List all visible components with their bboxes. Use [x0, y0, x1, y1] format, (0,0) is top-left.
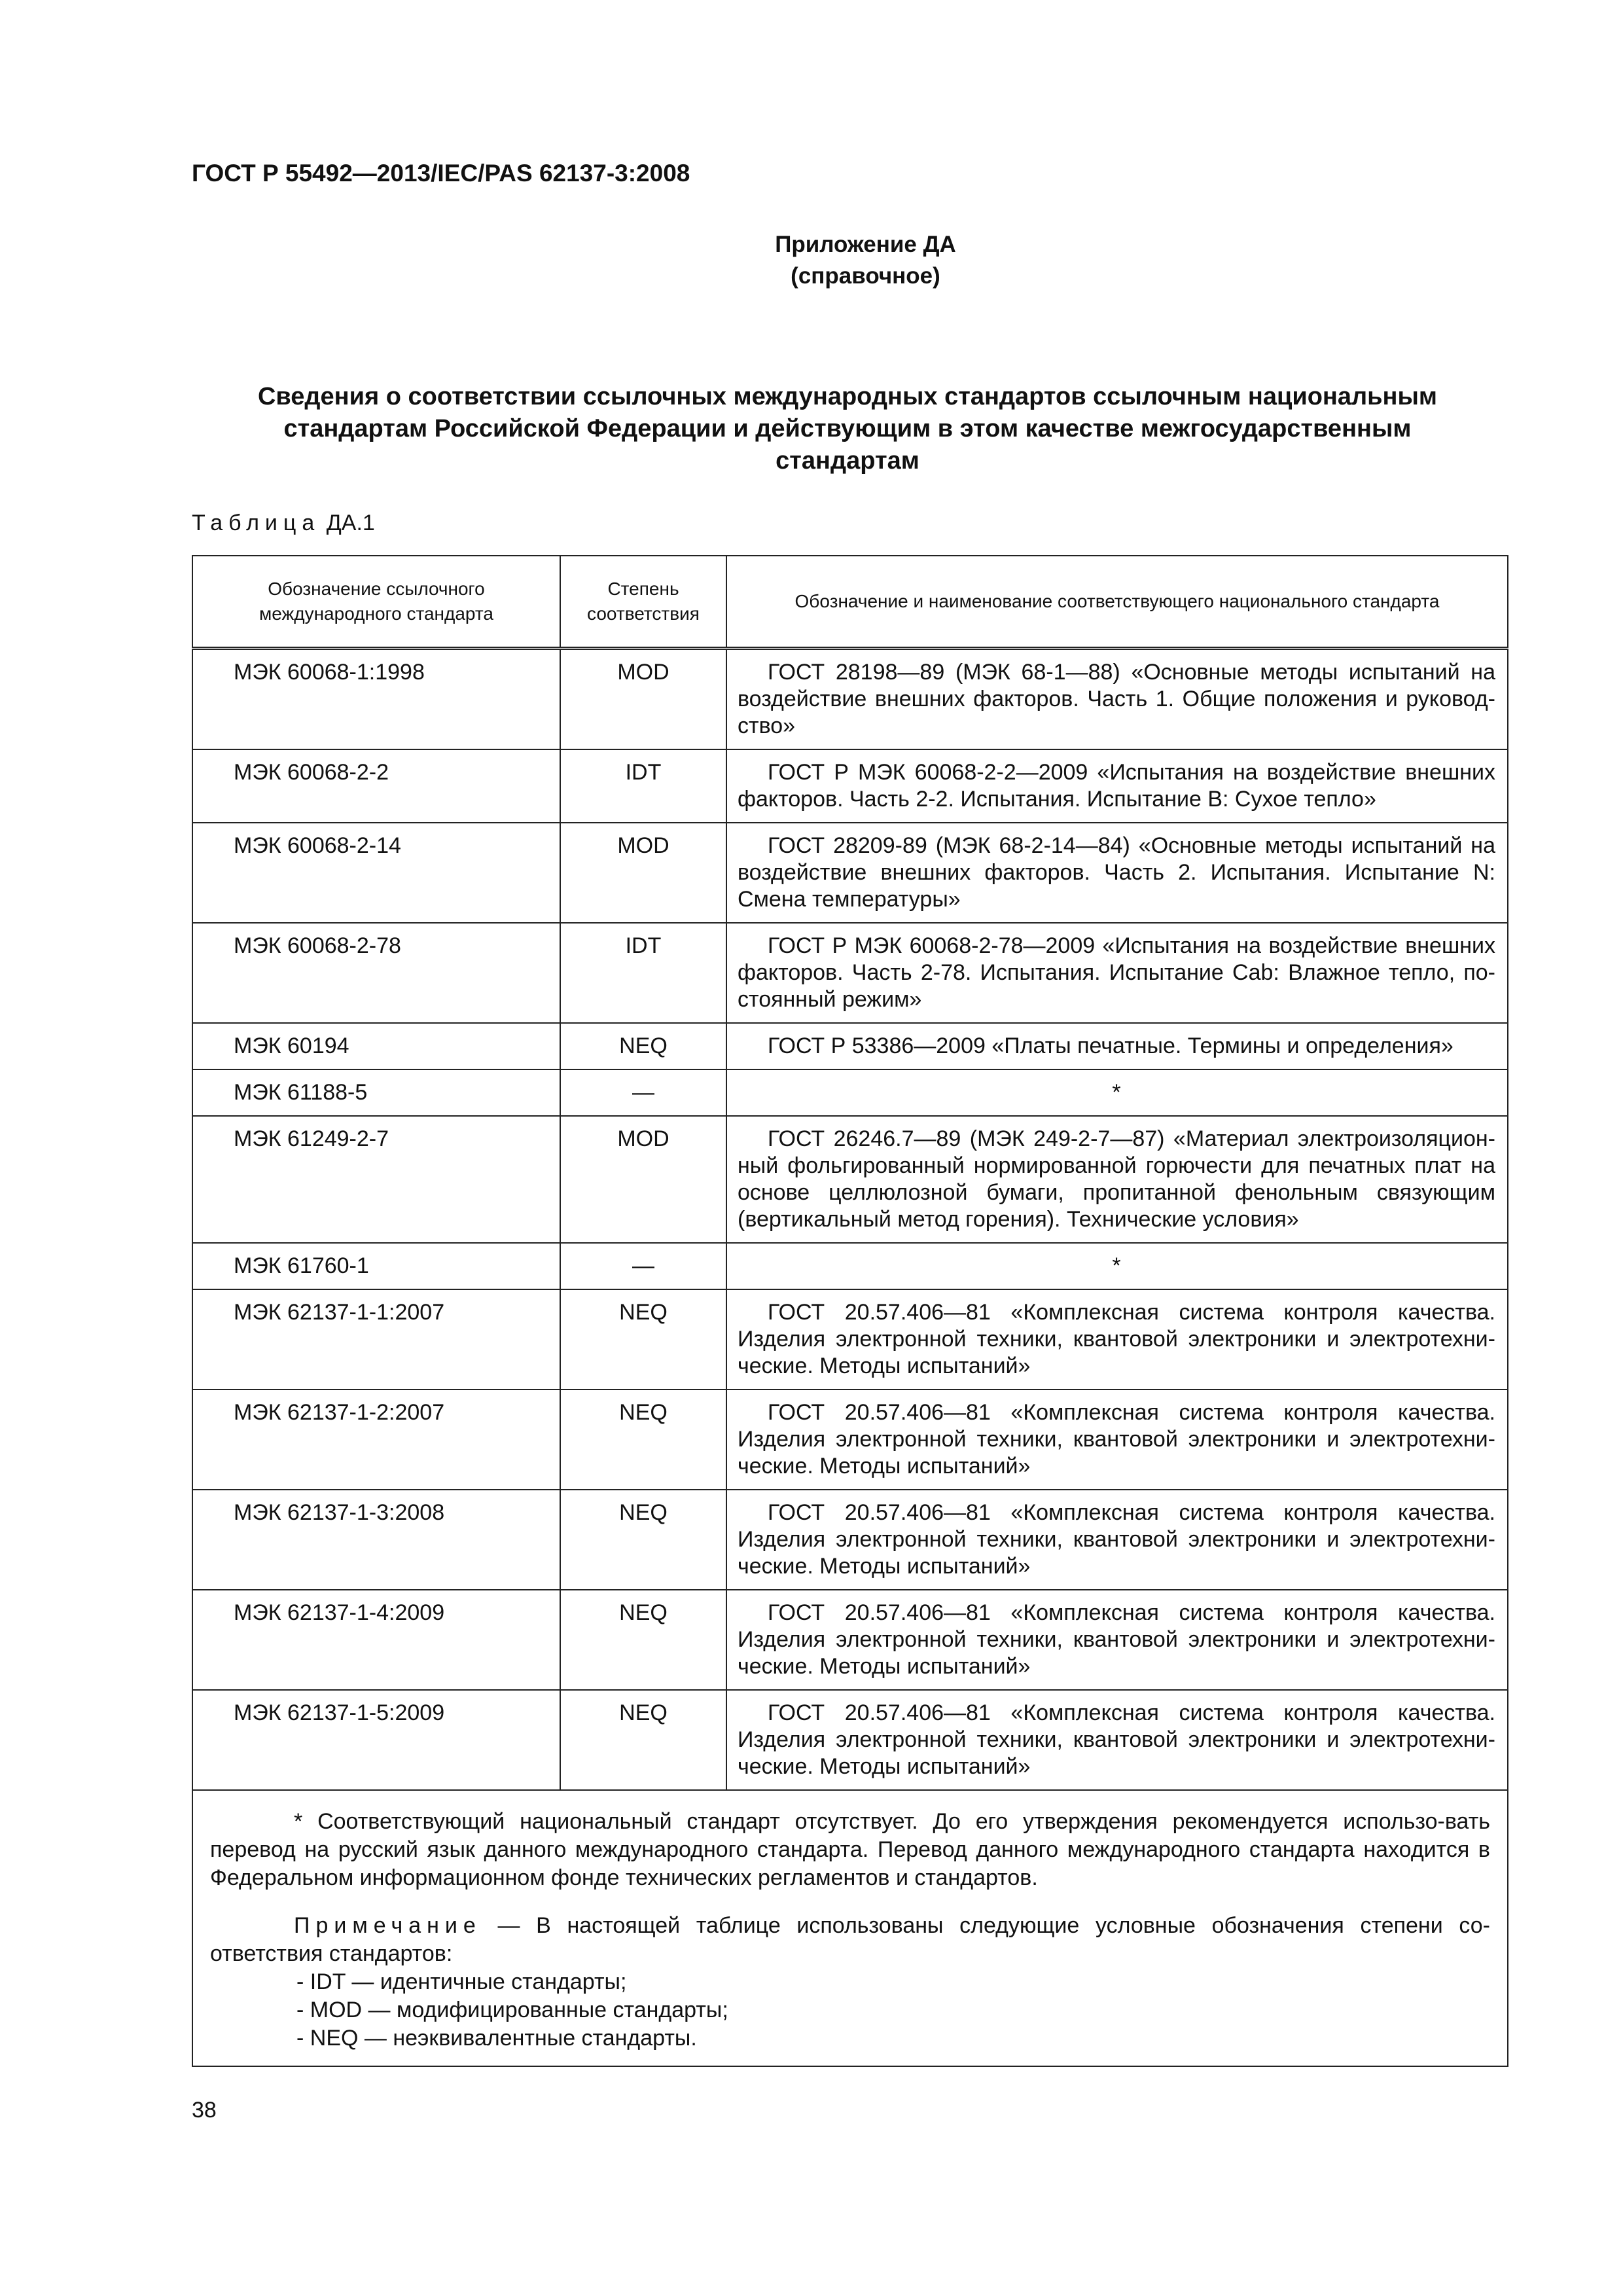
cell-national-text: ГОСТ Р МЭК 60068-2-2—2009 «Испытания на воздействие внешних факторов. Часть 2-2. Испытания. Испытание В: Сухое тепло» — [738, 760, 1495, 812]
table-row — [192, 1390, 1508, 1490]
table-label — [192, 511, 375, 536]
cell-national-text: ГОСТ 28198—89 (МЭК 68-1—88) «Основные методы испытаний на воздействие внешних факторов. Часть 1. Общие положения и руковод-ство» — [738, 660, 1495, 738]
table-row — [192, 1690, 1508, 1790]
page-number: 38 — [192, 2098, 217, 2123]
column-header-national: Обозначение и наименование соответствующего национального стандарта — [726, 556, 1508, 649]
standards-table — [192, 555, 1508, 2067]
cell-intl: МЭК 61188-5 — [192, 1069, 560, 1116]
cell-degree: IDT — [560, 749, 726, 823]
cell-degree: NEQ — [560, 1023, 726, 1069]
appendix-type: (справочное) — [791, 263, 940, 289]
cell-degree: — — [560, 1243, 726, 1289]
cell-degree: MOD — [560, 823, 726, 923]
table-notes — [192, 1790, 1508, 2066]
cell-degree: IDT — [560, 923, 726, 1023]
section-heading — [190, 381, 1505, 477]
note — [210, 1912, 1490, 1968]
cell-intl: МЭК 60068-2-14 — [192, 823, 560, 923]
cell-degree: NEQ — [560, 1590, 726, 1690]
cell-degree: MOD — [560, 649, 726, 750]
heading-line: Сведения о соответствии ссылочных международных стандартов ссылочным национальным — [257, 383, 1438, 410]
note-text: — В настоящей таблице использованы следующие условные обозначения степени со-ответствия стандартов: — [210, 1913, 1490, 1966]
cell-national-text: ГОСТ 28209-89 (МЭК 68-2-14—84) «Основные методы испытаний на воздействие внешних факторов. Часть 2. Испытания. Испытание N: Смена температуры» — [738, 833, 1495, 912]
cell-national-text: ГОСТ 20.57.406—81 «Комплексная система контроля качества. Изделия электронной техники, квантовой электроники и электротехни-ческие. Методы испытаний» — [738, 1600, 1495, 1679]
table-row — [192, 1023, 1508, 1069]
table-body — [192, 649, 1508, 2067]
cell-national — [726, 1023, 1508, 1069]
cell-national — [726, 649, 1508, 750]
legend-item: - MOD — модифицированные стандарты; — [296, 1998, 728, 2022]
cell-intl: МЭК 60068-2-2 — [192, 749, 560, 823]
cell-national — [726, 749, 1508, 823]
heading-line: стандартам Российской Федерации и действующим в этом качестве межгосударственным — [283, 415, 1412, 442]
cell-degree: — — [560, 1069, 726, 1116]
cell-national — [726, 1390, 1508, 1490]
table-row — [192, 1116, 1508, 1243]
cell-degree: MOD — [560, 1116, 726, 1243]
table-row — [192, 923, 1508, 1023]
cell-intl: МЭК 62137-1-1:2007 — [192, 1289, 560, 1390]
cell-degree: NEQ — [560, 1690, 726, 1790]
cell-degree: NEQ — [560, 1289, 726, 1390]
cell-national — [726, 923, 1508, 1023]
cell-degree: NEQ — [560, 1390, 726, 1490]
table-row — [192, 1490, 1508, 1590]
legend-item: - IDT — идентичные стандарты; — [296, 1969, 627, 1994]
table-label-prefix: Таблица — [192, 511, 321, 535]
cell-national-text: ГОСТ 20.57.406—81 «Комплексная система контроля качества. Изделия электронной техники, квантовой электроники и электротехни-ческие. Методы испытаний» — [738, 1400, 1495, 1479]
cell-national: * — [726, 1069, 1508, 1116]
cell-intl: МЭК 61249-2-7 — [192, 1116, 560, 1243]
cell-intl: МЭК 60194 — [192, 1023, 560, 1069]
legend-list — [210, 1968, 1490, 2053]
footnote: * Соответствующий национальный стандарт отсутствует. До его утверждения рекомендуется использо-вать перевод на русский язык данного международного стандарта. Перевод данного международного стандарта находится в Федеральном информационном фонде технических регламентов и стандартов. — [210, 1809, 1490, 1890]
cell-intl: МЭК 62137-1-4:2009 — [192, 1590, 560, 1690]
cell-intl: МЭК 62137-1-3:2008 — [192, 1490, 560, 1590]
cell-national — [726, 823, 1508, 923]
cell-national — [726, 1490, 1508, 1590]
heading-line: стандартам — [776, 447, 919, 475]
cell-intl: МЭК 62137-1-5:2009 — [192, 1690, 560, 1790]
cell-national — [726, 1690, 1508, 1790]
cell-national-text: ГОСТ 20.57.406—81 «Комплексная система контроля качества. Изделия электронной техники, квантовой электроники и электротехни-ческие. Методы испытаний» — [738, 1500, 1495, 1579]
cell-national-text: ГОСТ 26246.7—89 (МЭК 249-2-7—87) «Материал электроизоляцион-ный фольгированный нормированной горючести для печатных плат на основе целлюлозной бумаги, пропитанной фенольным связующим (вертикальный метод горения). Технические условия» — [738, 1126, 1495, 1232]
cell-intl: МЭК 61760-1 — [192, 1243, 560, 1289]
cell-national — [726, 1116, 1508, 1243]
appendix-header — [0, 229, 1623, 292]
table-row — [192, 1243, 1508, 1289]
cell-intl: МЭК 60068-2-78 — [192, 923, 560, 1023]
cell-degree: NEQ — [560, 1490, 726, 1590]
table-row — [192, 823, 1508, 923]
legend-item: - NEQ — неэквивалентные стандарты. — [296, 2026, 697, 2051]
table-row — [192, 1289, 1508, 1390]
note-label: Примечание — [294, 1913, 482, 1938]
table-label-number: ДА.1 — [326, 511, 375, 535]
cell-intl: МЭК 62137-1-2:2007 — [192, 1390, 560, 1490]
cell-national-text: ГОСТ Р МЭК 60068-2-78—2009 «Испытания на воздействие внешних факторов. Часть 2-78. Испытания. Испытание Cab: Влажное тепло, по-стоянный режим» — [738, 933, 1495, 1012]
cell-national: * — [726, 1243, 1508, 1289]
table-notes-row — [192, 1790, 1508, 2066]
column-header-degree: Степень соответствия — [560, 556, 726, 649]
cell-intl: МЭК 60068-1:1998 — [192, 649, 560, 750]
cell-national — [726, 1289, 1508, 1390]
cell-national-text: ГОСТ 20.57.406—81 «Комплексная система контроля качества. Изделия электронной техники, квантовой электроники и электротехни-ческие. Методы испытаний» — [738, 1700, 1495, 1779]
cell-national — [726, 1590, 1508, 1690]
document-code: ГОСТ Р 55492—2013/IEC/PAS 62137-3:2008 — [192, 160, 690, 187]
table-row — [192, 1590, 1508, 1690]
column-header-intl: Обозначение ссылочного международного стандарта — [192, 556, 560, 649]
cell-national-text: ГОСТ Р 53386—2009 «Платы печатные. Термины и определения» — [768, 1033, 1454, 1058]
table-header-row — [192, 556, 1508, 649]
appendix-title: Приложение ДА — [775, 232, 956, 257]
table-row — [192, 749, 1508, 823]
table-row — [192, 1069, 1508, 1116]
table-row — [192, 649, 1508, 750]
cell-national-text: ГОСТ 20.57.406—81 «Комплексная система контроля качества. Изделия электронной техники, квантовой электроники и электротехни-ческие. Методы испытаний» — [738, 1300, 1495, 1378]
